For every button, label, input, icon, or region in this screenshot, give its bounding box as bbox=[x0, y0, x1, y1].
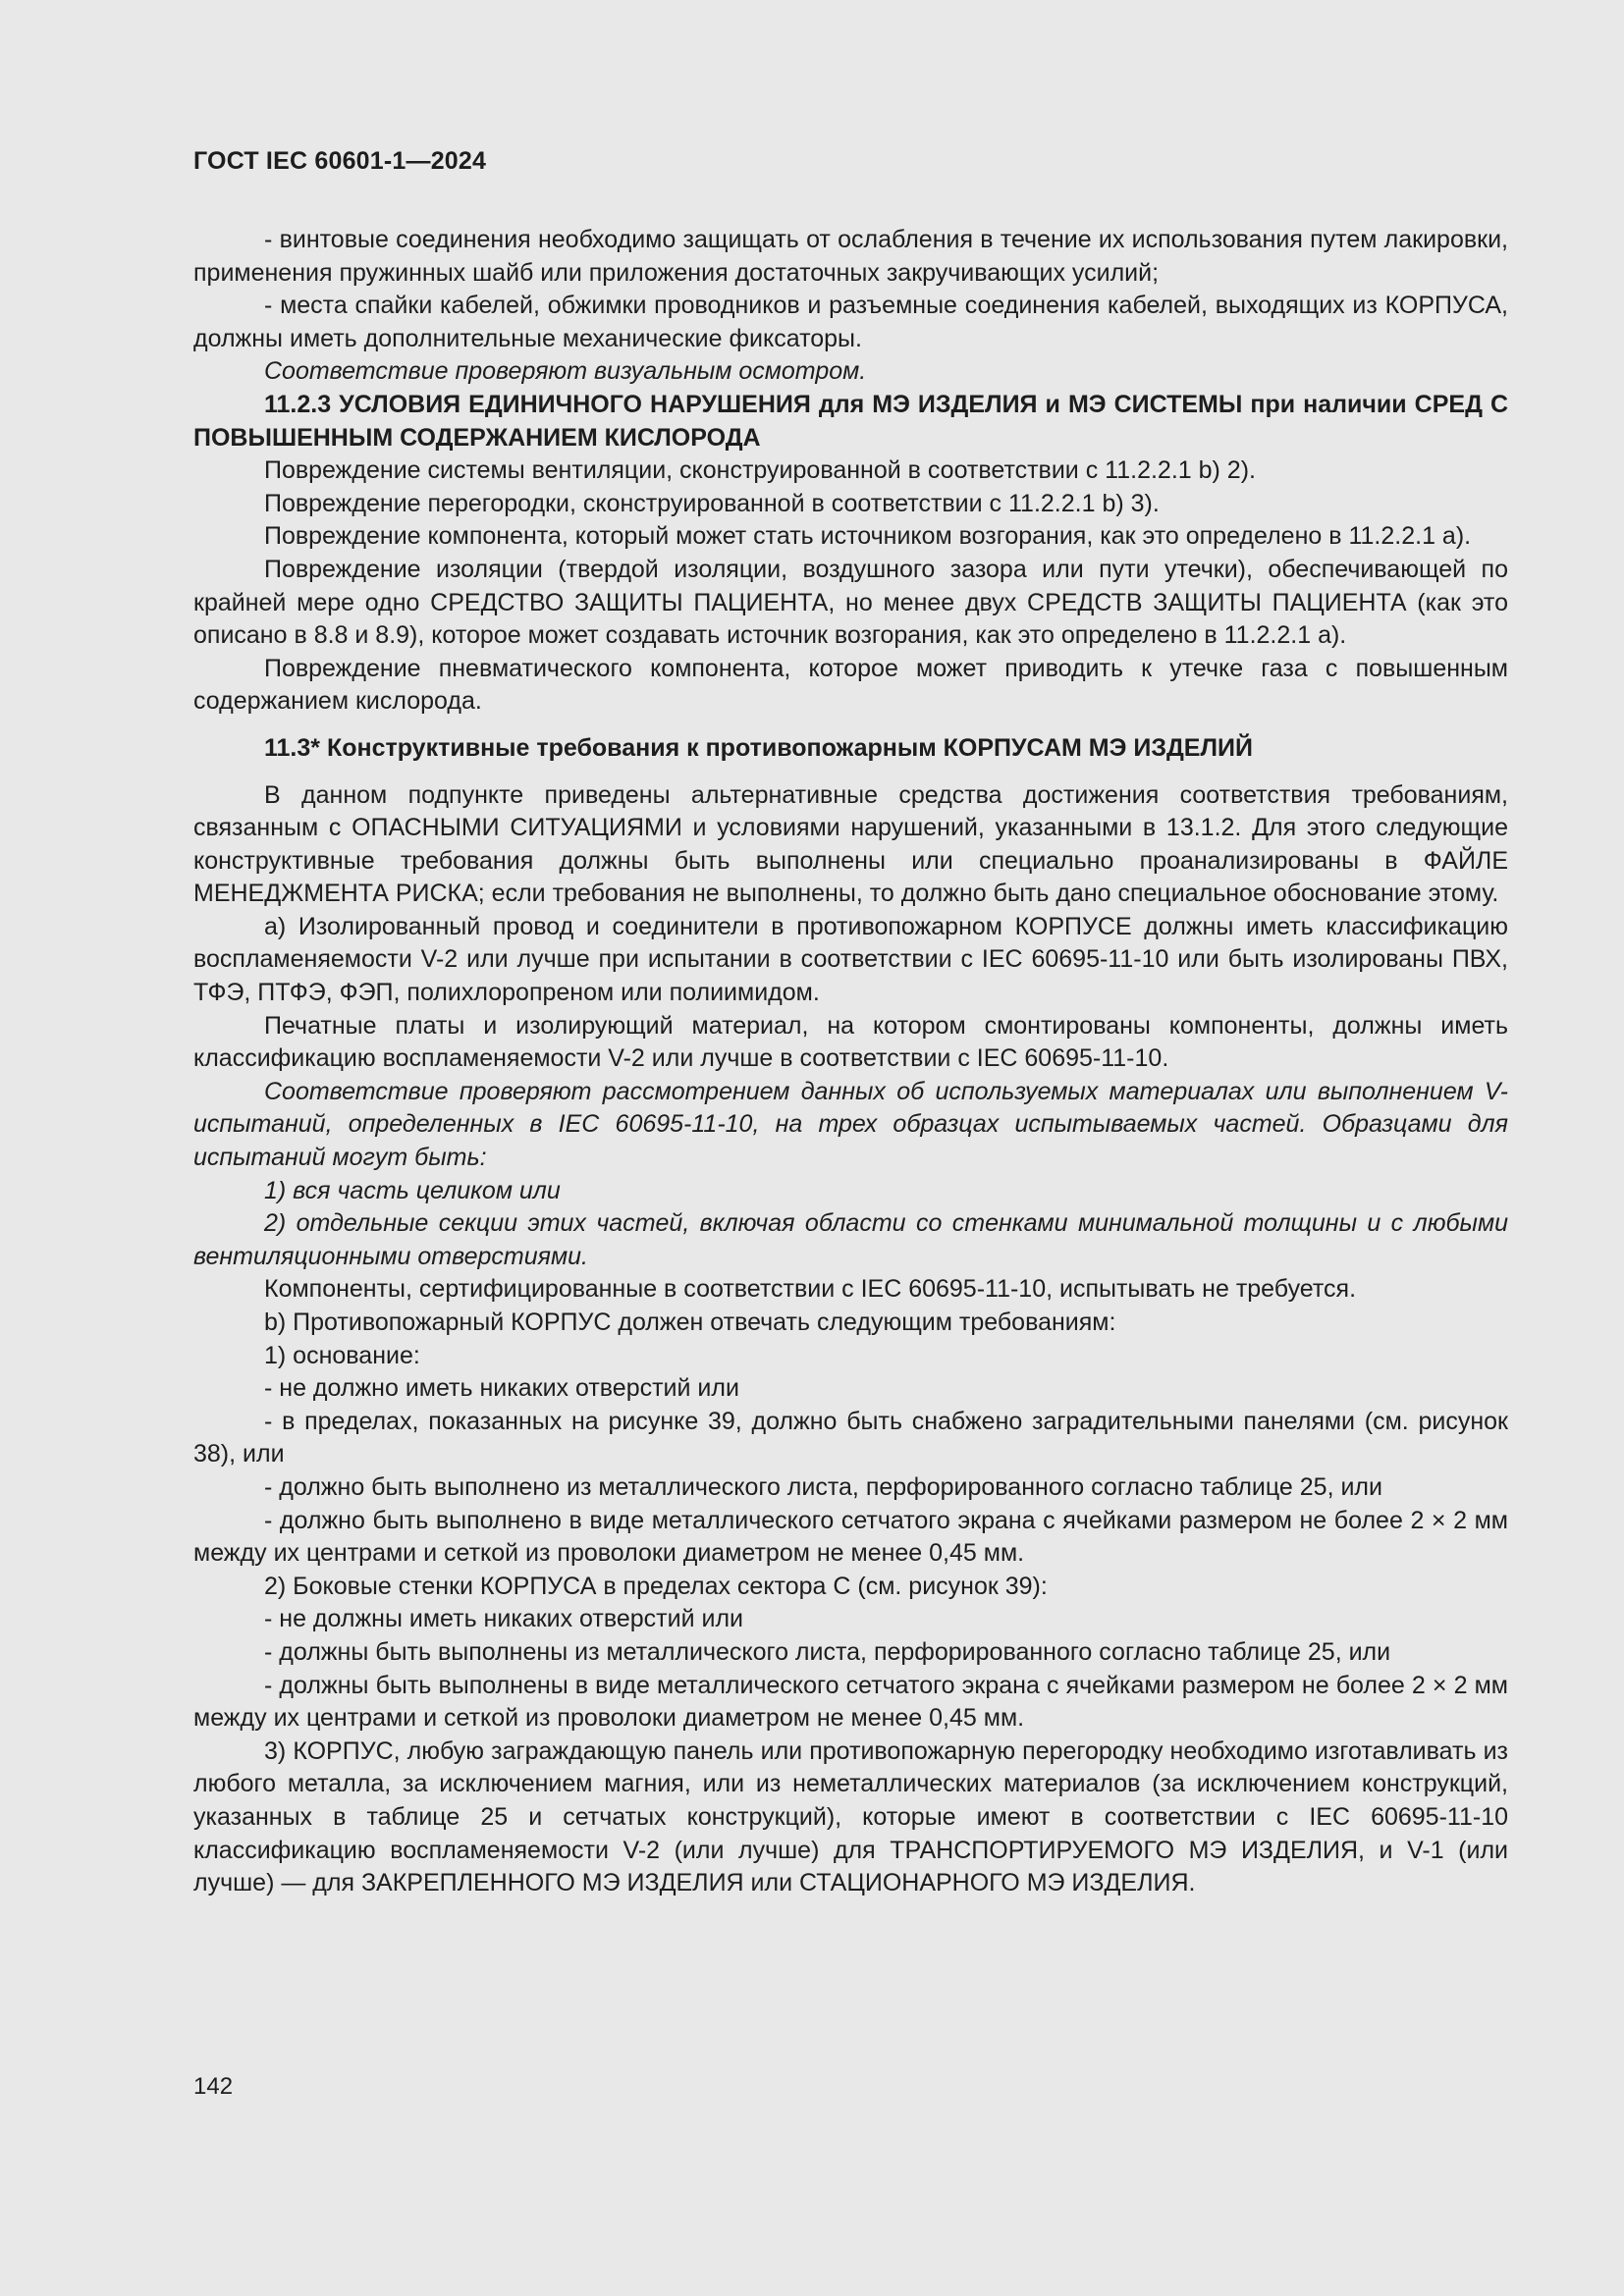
section-heading-11-2-3: 11.2.3 УСЛОВИЯ ЕДИНИЧНОГО НАРУШЕНИЯ для МЭ ИЗДЕЛИЯ и МЭ СИСТЕМЫ при наличии СРЕД С ПОВЫШЕННЫМ СОДЕРЖАНИЕМ КИСЛОРОДА bbox=[193, 390, 1508, 452]
list-item: - не должно иметь никаких отверстий или bbox=[264, 1374, 739, 1403]
paragraph: Повреждение пневматического компонента, которое может приводить к утечке газа с повышенным содержанием кислорода. bbox=[193, 654, 1508, 716]
compliance-note: Соответствие проверяют рассмотрением данных об используемых материалах или выполнением V-испытаний, определенных в IEC 60695-11-10, на трех образцах испытываемых частей. Образцами для испытаний могут быть: bbox=[193, 1077, 1508, 1172]
list-item: 2) отдельные секции этих частей, включая области со стенками минимальной толщины и с любыми вентиляционными отверстиями. bbox=[193, 1209, 1508, 1270]
list-item: 1) основание: bbox=[264, 1341, 420, 1369]
compliance-note: Соответствие проверяют визуальным осмотром. bbox=[264, 357, 867, 386]
document-header: ГОСТ IEC 60601-1—2024 bbox=[193, 147, 487, 175]
list-item: - должны быть выполнены из металлического листа, перфорированного согласно таблице 25, или bbox=[264, 1637, 1391, 1666]
paragraph: Компоненты, сертифицированные в соответствии с IEC 60695-11-10, испытывать не требуется. bbox=[264, 1275, 1357, 1304]
list-item: - не должны иметь никаких отверстий или bbox=[264, 1605, 744, 1633]
list-item: - должно быть выполнено из металлического листа, перфорированного согласно таблице 25, или bbox=[264, 1472, 1382, 1501]
paragraph: - винтовые соединения необходимо защищать от ослабления в течение их использования путем лакировки, применения пружинных шайб или приложения достаточных закручивающих усилий; bbox=[193, 226, 1508, 287]
paragraph: b) Противопожарный КОРПУС должен отвечать следующим требованиям: bbox=[264, 1308, 1116, 1336]
list-item: - должно быть выполнено в виде металлического сетчатого экрана с ячейками размером не более 2 × 2 мм между их центрами и сеткой из проволоки диаметром не менее 0,45 мм. bbox=[193, 1506, 1508, 1568]
paragraph: a) Изолированный провод и соединители в противопожарном КОРПУСЕ должны иметь классификацию воспламеняемости V-2 или лучше при испытании в соответствии с IEC 60695-11-10 или быть изолированы ПВХ, ТФЭ, ПТФЭ, ФЭП, полихлоропреном или полиимидом. bbox=[193, 912, 1508, 1007]
list-item: - в пределах, показанных на рисунке 39, должно быть снабжено заградительными панелями (см. рисунок 38), или bbox=[193, 1407, 1508, 1468]
paragraph: Повреждение изоляции (твердой изоляции, воздушного зазора или пути утечки), обеспечивающей по крайней мере одно СРЕДСТВО ЗАЩИТЫ ПАЦИЕНТА, но менее двух СРЕДСТВ ЗАЩИТЫ ПАЦИЕНТА (как это описано в 8.8 и 8.9), которое может создавать источник возгорания, как это определено в 11.2.2.1 a). bbox=[193, 555, 1508, 650]
paragraph: Повреждение перегородки, сконструированной в соответствии с 11.2.2.1 b) 3). bbox=[264, 489, 1160, 517]
paragraph: Повреждение системы вентиляции, сконструированной в соответствии с 11.2.2.1 b) 2). bbox=[264, 456, 1256, 485]
list-item: 2) Боковые стенки КОРПУСА в пределах сектора С (см. рисунок 39): bbox=[264, 1572, 1048, 1600]
paragraph: Повреждение компонента, который может стать источником возгорания, как это определено в 11.2.2.1 a). bbox=[264, 522, 1472, 551]
list-item: 1) вся часть целиком или bbox=[264, 1176, 561, 1204]
paragraph: - места спайки кабелей, обжимки проводников и разъемные соединения кабелей, выходящих из КОРПУСА, должны иметь дополнительные механические фиксаторы. bbox=[193, 292, 1508, 352]
page-number: 142 bbox=[193, 2073, 234, 2100]
paragraph: 3) КОРПУС, любую заграждающую панель или противопожарную перегородку необходимо изготавливать из любого металла, за исключением магния, или из неметаллических материалов (за исключением конструкций, указанных в таблице 25 и сетчатых конструкций), которые имеют в соответствии с IEC 60695-11-10 классификацию воспламеняемости V-2 (или лучше) для ТРАНСПОРТИРУЕМОГО МЭ ИЗДЕЛИЯ, и V-1 (или лучше) — для ЗАКРЕПЛЕННОГО МЭ ИЗДЕЛИЯ или СТАЦИОНАРНОГО МЭ ИЗДЕЛИЯ. bbox=[193, 1736, 1508, 1897]
document-body bbox=[193, 224, 1508, 1900]
list-item: - должны быть выполнены в виде металлического сетчатого экрана с ячейками размером не более 2 × 2 мм между их центрами и сеткой из проволоки диаметром не менее 0,45 мм. bbox=[193, 1671, 1508, 1733]
paragraph: Печатные платы и изолирующий материал, на котором смонтированы компоненты, должны иметь классификацию воспламеняемости V-2 или лучше в соответствии с IEC 60695-11-10. bbox=[193, 1011, 1508, 1073]
section-heading-11-3: 11.3* Конструктивные требования к противопожарным КОРПУСАМ МЭ ИЗДЕЛИЙ bbox=[264, 733, 1253, 762]
paragraph: В данном подпункте приведены альтернативные средства достижения соответствия требованиям, связанным с ОПАСНЫМИ СИТУАЦИЯМИ и условиями нарушений, указанными в 13.1.2. Для этого следующие конструктивные требования должны быть выполнены или специально проанализированы в ФАЙЛЕ МЕНЕДЖМЕНТА РИСКА; если требования не выполнены, то должно быть дано специальное обоснование этому. bbox=[193, 780, 1508, 908]
